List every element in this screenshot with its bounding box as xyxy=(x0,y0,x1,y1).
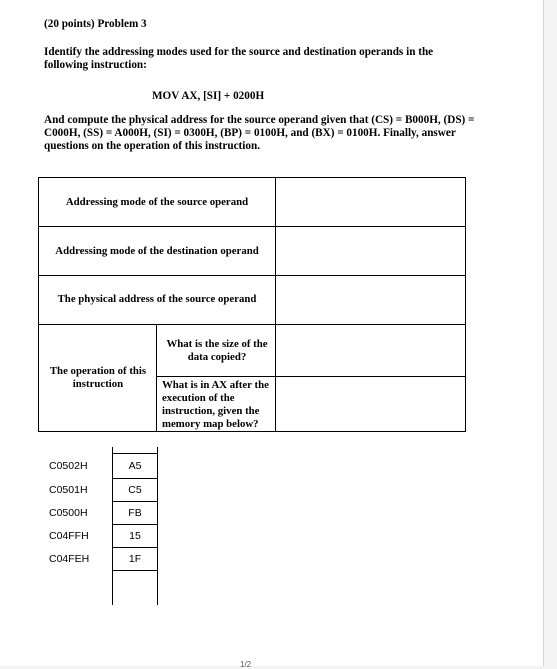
question-data-size: What is the size of the data copied? xyxy=(166,338,268,363)
memory-cell-border xyxy=(112,547,158,548)
answer-data-size[interactable] xyxy=(276,325,465,376)
memory-cell-border xyxy=(112,524,158,525)
label-destination-mode: Addressing mode of the destination operand xyxy=(55,245,259,257)
memory-address: C0501H xyxy=(49,484,88,496)
question-ax-value: What is in AX after the execution of the instruction, given the memory map below? xyxy=(162,379,269,430)
problem-intro: Identify the addressing modes used for the source and destination operands in the following instruction: xyxy=(44,46,434,71)
answer-destination-mode[interactable] xyxy=(276,227,465,275)
memory-value: 15 xyxy=(129,530,141,542)
memory-cell-border xyxy=(112,501,158,502)
memory-map-right-border xyxy=(157,447,158,605)
problem-header: (20 points) Problem 3 xyxy=(44,18,147,30)
memory-address: C04FFH xyxy=(49,530,89,542)
task-description: And compute the physical address for the source operand given that (CS) = B000H, (DS) = C000H, (SS) = A000H, (SI) = 0300H, (BP) = 0100H, and (BX) = 0100H. Finally, answer questions on the operation of this instruction. xyxy=(44,114,475,152)
label-operation: The operation of this instruction xyxy=(49,365,147,390)
memory-value: 1F xyxy=(128,553,142,565)
memory-address: C0500H xyxy=(49,507,88,519)
memory-address: C04FEH xyxy=(49,553,90,565)
memory-value: FB xyxy=(128,507,142,519)
answer-physical-address[interactable] xyxy=(276,276,465,324)
memory-value: C5 xyxy=(128,484,142,496)
label-source-mode: Addressing mode of the source operand xyxy=(65,196,249,208)
memory-value: A5 xyxy=(128,460,142,472)
instruction-text: MOV AX, [SI] + 0200H xyxy=(152,90,265,102)
answer-source-mode[interactable] xyxy=(276,178,465,226)
memory-cell-border xyxy=(112,570,158,571)
memory-address: C0502H xyxy=(49,460,88,472)
answer-ax-value[interactable] xyxy=(276,377,465,431)
memory-cell-border xyxy=(112,478,158,479)
label-physical-address: The physical address of the source operand xyxy=(57,293,257,305)
table-divider xyxy=(156,324,157,432)
page-number: 1/2 xyxy=(240,660,252,669)
memory-cell-border xyxy=(112,453,158,454)
